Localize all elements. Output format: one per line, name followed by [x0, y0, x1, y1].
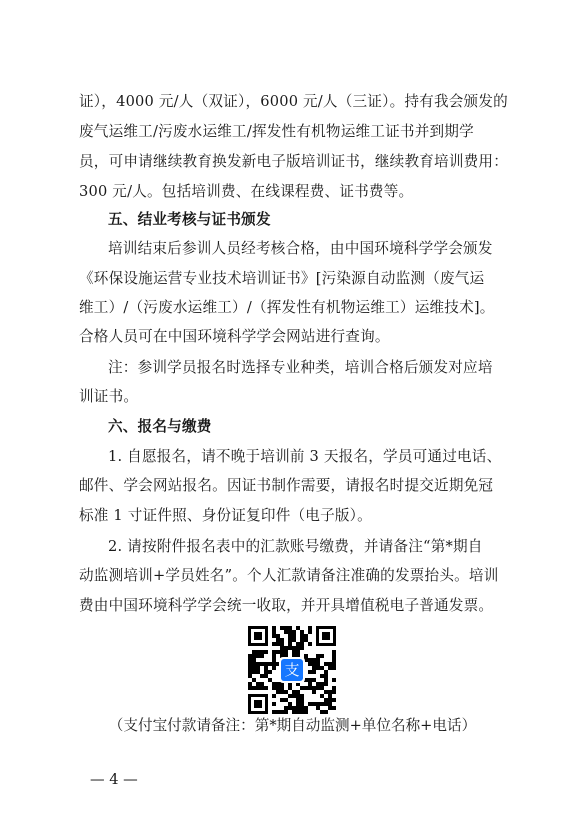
qr-caption: （支付宝付款请备注：第*期自动监测+单位名称+电话） [108, 717, 477, 734]
paragraph-line: 员，可申请继续教育换发新电子版培训证书，继续教育培训费用： [79, 153, 509, 170]
paragraph-line: 邮件、学会网站报名。因证书制作需要，请报名时提交近期免冠 [79, 477, 494, 494]
paragraph-line: 300 元/人。包括培训费、在线课程费、证书费等。 [79, 183, 414, 200]
paragraph-line: 2. 请按附件报名表中的汇款账号缴费，并请备注“第*期自 [108, 538, 483, 555]
note-line: 注：参训学员报名时选择专业种类，培训合格后颁发对应培 [108, 359, 493, 376]
paragraph-line: 标准 1 寸证件照、身份证复印件（电子版）。 [79, 507, 372, 524]
paragraph-line: 动监测培训+学员姓名”。个人汇款请备注准确的发票抬头。培训 [79, 567, 499, 584]
section-heading-5: 五、结业考核与证书颁发 [108, 211, 271, 228]
paragraph-line: 费由中国环境科学学会统一收取，并开具增值税电子普通发票。 [79, 597, 494, 614]
alipay-badge [279, 657, 305, 683]
qr-finder-bottom-left [248, 694, 268, 714]
page-number: — 4 — [90, 771, 138, 788]
paragraph-line: 维工）/（污废水运维工）/（挥发性有机物运维工）运维技术]。 [79, 299, 495, 316]
alipay-badge-char: 支 [284, 661, 300, 679]
paragraph-line: 培训结束后参训人员经考核合格，由中国环境科学学会颁发 [108, 240, 493, 257]
section-heading-6: 六、报名与缴费 [108, 418, 212, 435]
qr-finder-top-left [248, 626, 268, 646]
paragraph-line: 废气运维工/污废水运维工/挥发性有机物运维工证书并到期学 [79, 123, 474, 140]
paragraph-line: 合格人员可在中国环境科学学会网站进行查询。 [79, 328, 390, 345]
paragraph-line: 1. 自愿报名，请不晚于培训前 3 天报名，学员可通过电话、 [108, 448, 502, 465]
qr-finder-top-right [316, 626, 336, 646]
alipay-qr-code-icon[interactable] [246, 624, 338, 716]
note-line: 训证书。 [79, 388, 139, 405]
paragraph-line: 证），4000 元/人（双证），6000 元/人（三证）。持有我会颁发的 [79, 93, 508, 110]
paragraph-line: 《环保设施运营专业技术培训证书》[污染源自动监测（废气运 [79, 270, 485, 287]
